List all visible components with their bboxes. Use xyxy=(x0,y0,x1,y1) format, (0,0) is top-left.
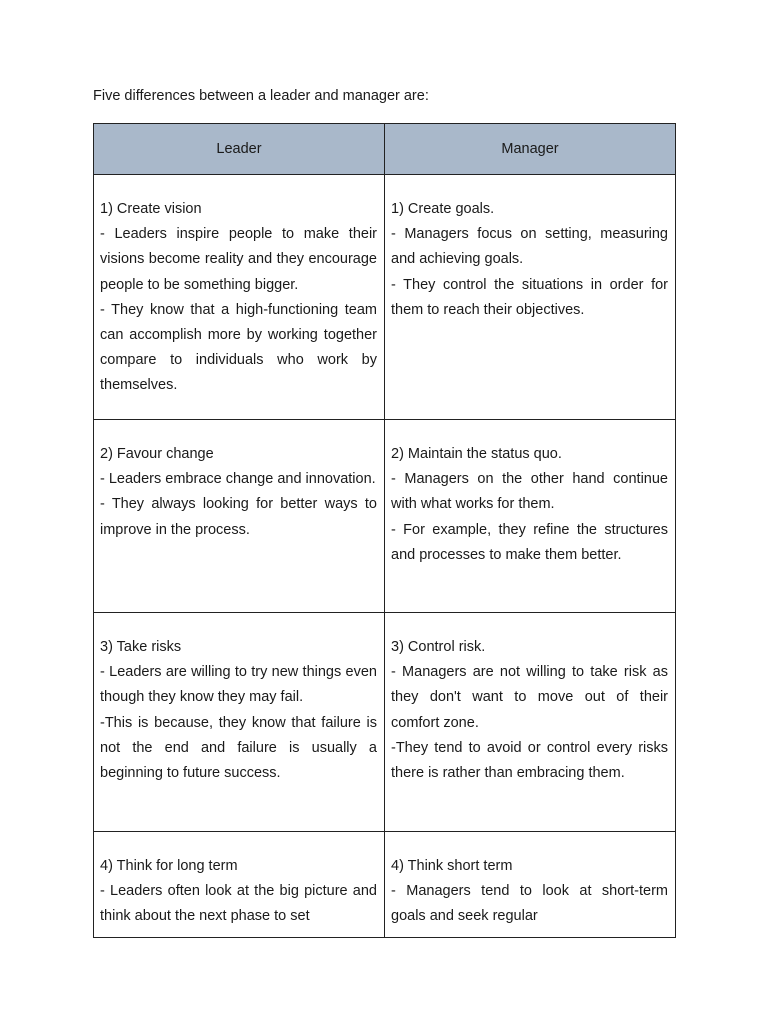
manager-point-text: - Managers are not willing to take risk as they don't want to move out of their comfort zone. xyxy=(391,664,668,731)
manager-point-text: - For example, they refine the structures and processes to make them better. xyxy=(391,521,668,563)
leader-cell xyxy=(94,832,385,938)
leader-point-text: - They always looking for better ways to improve in the process. xyxy=(100,496,377,538)
manager-point-text: -They tend to avoid or control every risks there is rather than embracing them. xyxy=(391,739,668,782)
header-manager: Manager xyxy=(385,124,676,175)
table-row xyxy=(94,832,676,938)
leader-point-text: - Leaders embrace change and innovation. xyxy=(100,471,376,488)
comparison-table xyxy=(93,123,676,938)
leader-point-title: 1) Create vision xyxy=(100,201,202,217)
manager-cell xyxy=(385,175,676,420)
leader-cell xyxy=(94,613,385,832)
leader-point-title: 2) Favour change xyxy=(100,446,214,462)
leader-point-text: - Leaders inspire people to make their visions become reality and they encourage people to be something bigger. xyxy=(100,226,377,293)
manager-point-title: 4) Think short term xyxy=(391,858,513,874)
leader-point-title: 4) Think for long term xyxy=(100,858,238,874)
table-row xyxy=(94,613,676,832)
manager-point-text: - Managers focus on setting, measuring and achieving goals. xyxy=(391,226,668,268)
table-header-row xyxy=(94,124,676,175)
intro-text: Five differences between a leader and manager are: xyxy=(93,88,429,104)
manager-point-text: - Managers tend to look at short-term goals and seek regular xyxy=(391,883,668,925)
table-row xyxy=(94,420,676,613)
manager-cell xyxy=(385,832,676,938)
manager-point-title: 2) Maintain the status quo. xyxy=(391,446,562,462)
leader-point-text: - They know that a high-functioning team can accomplish more by working together compare to individuals who work by themselves. xyxy=(100,301,377,394)
manager-point-text: - Managers on the other hand continue with what works for them. xyxy=(391,471,668,513)
table-row xyxy=(94,175,676,420)
leader-cell xyxy=(94,175,385,420)
leader-cell xyxy=(94,420,385,613)
manager-point-title: 3) Control risk. xyxy=(391,639,486,655)
manager-cell xyxy=(385,613,676,832)
leader-point-title: 3) Take risks xyxy=(100,639,182,655)
header-leader: Leader xyxy=(94,124,385,175)
manager-cell xyxy=(385,420,676,613)
leader-point-text: -This is because, they know that failure is not the end and failure is usually a beginning to future success. xyxy=(100,714,377,782)
manager-point-title: 1) Create goals. xyxy=(391,201,495,217)
leader-point-text: - Leaders often look at the big picture and think about the next phase to set xyxy=(100,883,377,925)
leader-point-text: - Leaders are willing to try new things even though they know they may fail. xyxy=(100,664,377,706)
manager-point-text: - They control the situations in order for them to reach their objectives. xyxy=(391,276,668,318)
